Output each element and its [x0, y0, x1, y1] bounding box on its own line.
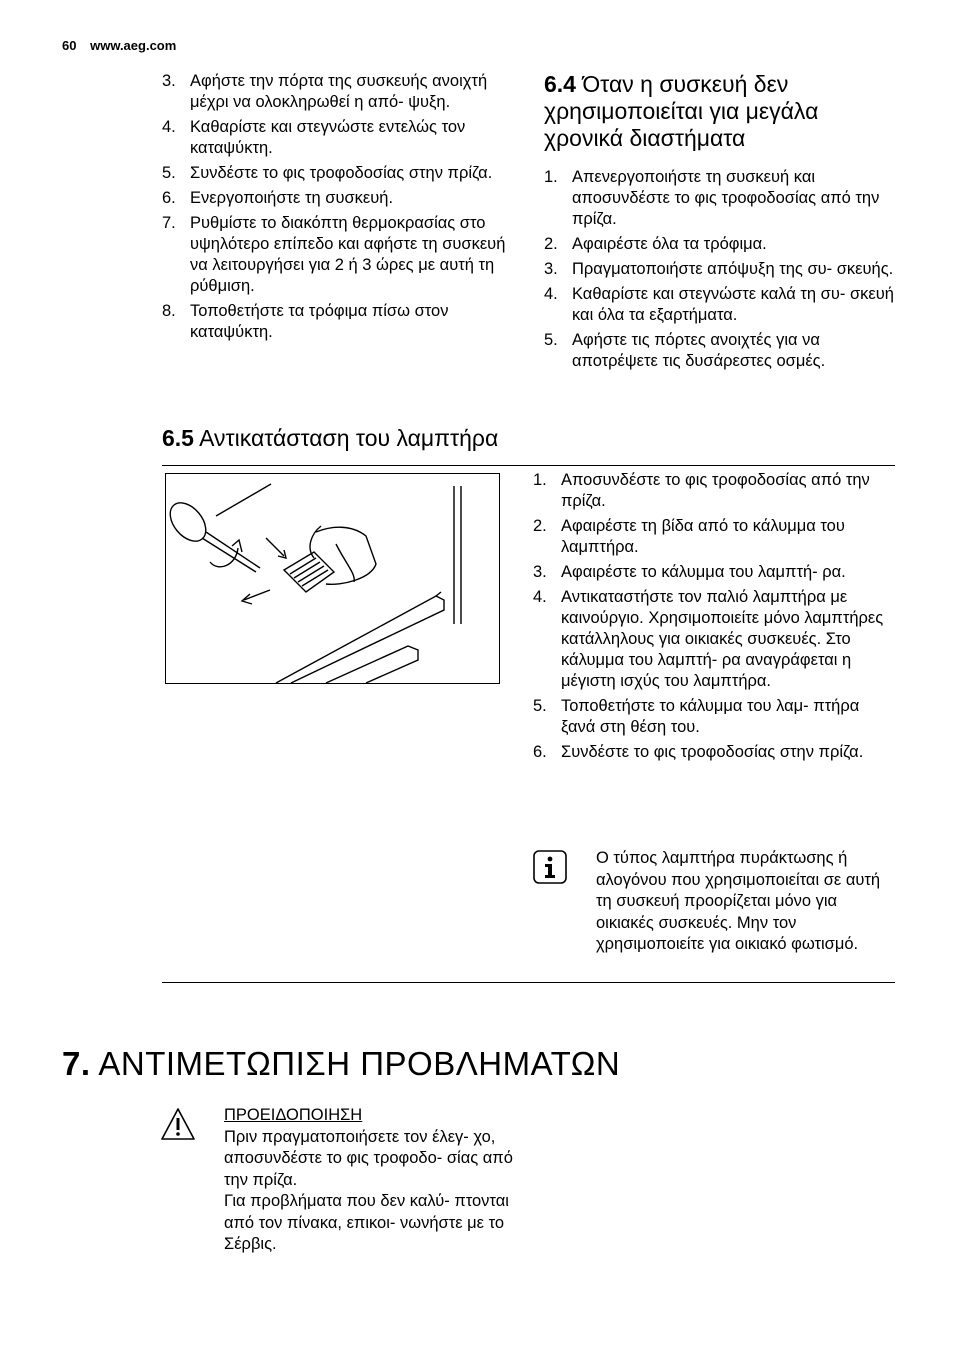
step-text: Αφήστε τις πόρτες ανοιχτές για να αποτρέψετε τις δυσάρεστες οσμές. [572, 331, 826, 370]
step-text: Αφήστε την πόρτα της συσκευής ανοιχτή μέχρι να ολοκληρωθεί η από- ψυξη. [190, 72, 488, 111]
lamp-replacement-illustration [165, 473, 500, 684]
step-text: Συνδέστε το φις τροφοδοσίας στην πρίζα. [190, 164, 493, 182]
step-number: 1. [533, 471, 547, 489]
section-6-4-steps [544, 167, 900, 372]
step-text: Αφαιρέστε τη βίδα από το κάλυμμα του λαμπτήρα. [561, 517, 845, 556]
step-text: Αποσυνδέστε το φις τροφοδοσίας από την πρίζα. [561, 471, 870, 510]
section-6-5-steps [533, 470, 895, 763]
step-text: Καθαρίστε και στεγνώστε καλά τη συ- σκευή και όλα τα εξαρτήματα. [572, 285, 894, 324]
warning-line-2: Για προβλήματα που δεν καλύ- πτονται από τον πίνακα, επικοι- νωνήστε με το Σέρβις. [224, 1192, 509, 1253]
warning-text [224, 1105, 524, 1256]
info-icon [533, 850, 567, 884]
step-number: 1. [544, 168, 558, 186]
step-number: 6. [533, 743, 547, 761]
section-top-rule [162, 465, 895, 466]
step-text: Αφαιρέστε το κάλυμμα του λαμπτή- ρα. [561, 563, 846, 581]
section-title: Όταν η συσκευή δεν χρησιμοποιείται για μεγάλα χρονικά διαστήματα [544, 71, 819, 151]
page-number: 60 [62, 38, 77, 53]
list-item [533, 470, 895, 512]
warning-line-1: Πριν πραγματοποιήσετε τον έλεγ- χο, αποσυνδέστε το φις τροφοδο- σίας από την πρίζα. [224, 1127, 513, 1189]
list-item [533, 587, 895, 692]
step-number: 5. [533, 697, 547, 715]
step-text: Ενεργοποιήστε τη συσκευή. [190, 189, 394, 207]
list-item [533, 516, 895, 558]
step-text: Αντικαταστήστε τον παλιό λαμπτήρα με καινούργιο. Χρησιμοποιείτε μόνο λαμπτήρες κατάλληλους για οικιακές συσκευές. Στο κάλυμμα του λαμπτή- ρα αναγράφεται η μέγιστη ισχύς του λαμπτήρα. [561, 588, 884, 690]
list-item [162, 117, 522, 159]
list-item [162, 71, 522, 113]
step-number: 6. [162, 189, 176, 207]
list-item [544, 259, 900, 280]
step-text: Ρυθμίστε το διακόπτη θερμοκρασίας στο υψηλότερο επίπεδο και αφήστε τη συσκευή να λειτουργήσει για 2 ή 3 ώρες με αυτή τη ρύθμιση. [190, 214, 506, 295]
page-header [62, 38, 176, 53]
step-number: 4. [162, 118, 176, 136]
list-item [533, 696, 895, 738]
warning-icon [160, 1107, 196, 1141]
section-title: Αντικατάσταση του λαμπτήρα [199, 425, 499, 451]
section-6-4-heading [544, 71, 894, 152]
left-steps-container [162, 71, 522, 347]
info-note-text: Ο τύπος λαμπτήρα πυράκτωσης ή αλογόνου που χρησιμοποιείται σε αυτή τη συσκευή προορίζεται μόνο για οικιακές συσκευές. Μην τον χρησιμοποιείτε για οικιακό φωτισμό. [596, 849, 881, 953]
step-text: Αφαιρέστε όλα τα τρόφιμα. [572, 235, 767, 253]
step-text: Τοποθετήστε τα τρόφιμα πίσω στον καταψύκτη. [190, 302, 449, 341]
step-number: 2. [533, 517, 547, 535]
step-text: Συνδέστε το φις τροφοδοσίας στην πρίζα. [561, 743, 864, 761]
section-number: 6.5 [162, 425, 194, 451]
list-item [544, 234, 900, 255]
site-url: www.aeg.com [90, 38, 177, 53]
list-item [533, 562, 895, 583]
step-number: 3. [162, 72, 176, 90]
warning-title: ΠΡΟΕΙΔΟΠΟΙΗΣΗ [224, 1106, 363, 1124]
chapter-title: ΑΝΤΙΜΕΤΩΠΙΣΗ ΠΡΟΒΛΗΜΑΤΩΝ [98, 1045, 621, 1082]
step-text: Καθαρίστε και στεγνώστε εντελώς τον καταψύκτη. [190, 118, 466, 157]
step-number: 4. [533, 588, 547, 606]
section-6-4-steps-container [544, 167, 900, 376]
step-number: 7. [162, 214, 176, 232]
step-number: 3. [533, 563, 547, 581]
list-item [162, 213, 522, 297]
step-number: 4. [544, 285, 558, 303]
chapter-7-heading [62, 1045, 620, 1083]
list-item [162, 188, 522, 209]
list-item [162, 163, 522, 184]
step-number: 8. [162, 302, 176, 320]
step-number: 5. [544, 331, 558, 349]
section-6-5-steps-container [533, 470, 895, 767]
illustration-svg [166, 474, 499, 683]
list-item [162, 301, 522, 343]
section-bottom-rule [162, 982, 895, 983]
list-item [533, 742, 895, 763]
step-text: Πραγματοποιήστε απόψυξη της συ- σκευής. [572, 260, 894, 278]
section-number: 6.4 [544, 71, 576, 97]
step-text: Απενεργοποιήστε τη συσκευή και αποσυνδέστε το φις τροφοδοσίας από την πρίζα. [572, 168, 880, 228]
left-steps-list [162, 71, 522, 343]
list-item [544, 284, 900, 326]
step-text: Τοποθετήστε το κάλυμμα του λαμ- πτήρα ξανά στη θέση του. [561, 697, 860, 736]
list-item [544, 167, 900, 230]
chapter-number: 7. [62, 1045, 91, 1082]
step-number: 2. [544, 235, 558, 253]
list-item [544, 330, 900, 372]
step-number: 3. [544, 260, 558, 278]
step-number: 5. [162, 164, 176, 182]
section-6-5-heading [162, 425, 498, 452]
